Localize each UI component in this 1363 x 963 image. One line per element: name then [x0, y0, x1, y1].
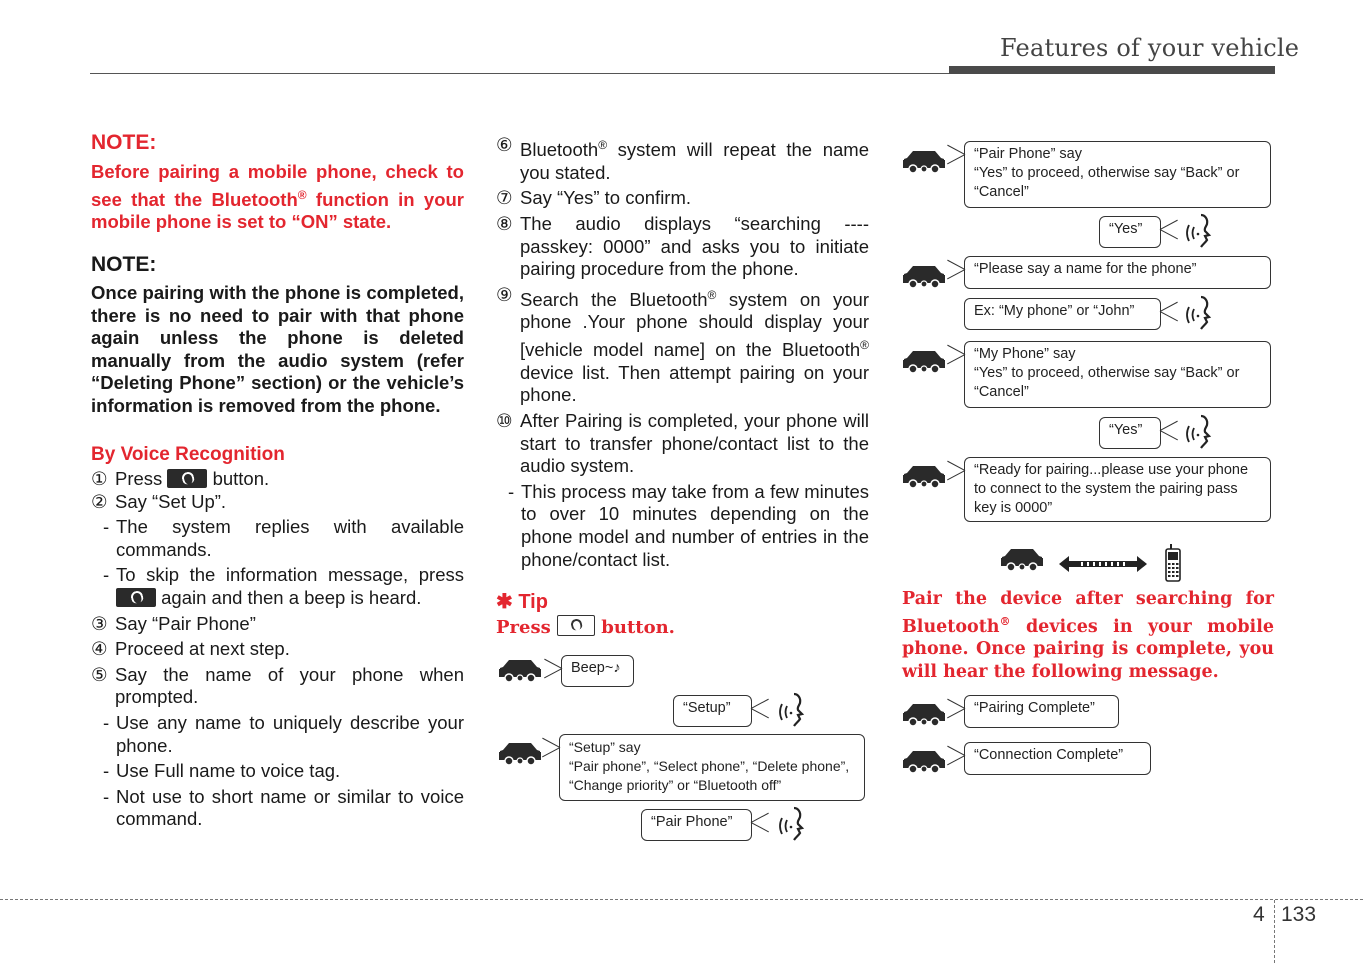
footer-divider: [1274, 900, 1275, 963]
step-5-sub-3: - Not use to short name or similar to voice command.: [103, 785, 464, 830]
tip-text: Press button.: [496, 617, 675, 638]
car-icon: [499, 741, 541, 767]
note2-text: Once pairing with the phone is completed, there is no need to pair with that phone again unless the phone is deleted manually from the audio system (refer “Deleting Phone” section) or the vehicle’s information is removed from the phone.: [91, 281, 464, 416]
tip-heading: ✱ Tip: [496, 591, 548, 613]
step-1: ① Press button.: [91, 468, 270, 490]
bubble-example: Ex: “My phone” or “John”: [964, 298, 1161, 330]
step-7: ⑦ Say “Yes” to confirm.: [496, 187, 692, 209]
chapter-number: 4: [1253, 903, 1265, 926]
step-5: ⑤ Say the name of your phone when prompted.: [91, 663, 464, 708]
column-left: [91, 130, 464, 831]
car-icon: [903, 149, 945, 175]
car-icon: [903, 264, 945, 290]
header-bar: [949, 66, 1275, 74]
step-9: ⑨ Search the Bluetooth® system on your phone .Your phone should display your [vehicle model name] on the Bluetooth® device list. Then attempt pairing on your phone.: [496, 283, 869, 406]
car-icon: [499, 658, 541, 684]
step-6: ⑥ Bluetooth® system will repeat the name you stated.: [496, 134, 869, 183]
bubble-yes: “Yes”: [1099, 417, 1161, 449]
bubble-my-phone-say: “My Phone” say “Yes” to proceed, otherwise say “Back” or “Cancel”: [964, 341, 1271, 408]
section-title: Features of your vehicle: [1000, 34, 1300, 62]
voice-button-icon: [557, 615, 595, 636]
note2-heading: NOTE:: [91, 252, 157, 276]
step-8: ⑧ The audio displays “searching ---- passkey: 0000” and asks you to initiate pairing procedure from the phone.: [496, 212, 869, 280]
car-icon: [903, 749, 945, 775]
step-5-sub-1: - Use any name to uniquely describe your phone.: [103, 712, 464, 756]
note1-text: Before pairing a mobile phone, check to see that the Bluetooth® function in your mobile phone is set to “ON” state.: [91, 161, 465, 233]
car-icon: [903, 349, 945, 375]
bubble-connection-complete: “Connection Complete”: [964, 742, 1151, 775]
footer-rule: [0, 899, 1363, 900]
voice-heading: By Voice Recognition: [91, 443, 285, 465]
bubble-yes: “Yes”: [1099, 216, 1161, 248]
bubble-pair-phone: “Pair Phone”: [641, 809, 752, 841]
bidirectional-arrow-icon: [1059, 554, 1147, 574]
pair-instruction: Pair the device after searching for Bluetooth® devices in your mobile phone. Once pairing is complete, you will hear the following message.: [902, 589, 1274, 682]
mobile-phone-icon: [1164, 544, 1182, 582]
bubble-say-name: “Please say a name for the phone”: [964, 256, 1271, 289]
note1-heading: NOTE:: [91, 131, 157, 154]
step-2: ② Say “Set Up”.: [91, 490, 227, 512]
car-icon: [1001, 547, 1043, 573]
step-5-sub-2: - Use Full name to voice tag.: [103, 760, 341, 782]
step-4: ④ Proceed at next step.: [91, 638, 290, 660]
voice-button-icon: [116, 588, 156, 607]
speaking-head-icon: [776, 806, 808, 842]
car-icon: [903, 464, 945, 490]
step-2-sub-1: - The system replies with available commands.: [103, 516, 464, 560]
page-number: 133: [1281, 903, 1317, 926]
speaking-head-icon: [776, 692, 808, 728]
step-3: ③ Say “Pair Phone”: [91, 612, 256, 634]
bubble-pairing-complete: “Pairing Complete”: [964, 695, 1119, 728]
step-10-sub: - This process may take from a few minutes to over 10 minutes depending on the phone model and number of entries in the phone/contact list.: [508, 480, 869, 570]
column-middle: [496, 134, 869, 571]
bubble-setup-say: “Setup” say “Pair phone”, “Select phone”, “Delete phone”, “Change priority” or “Bluetooth off”: [559, 734, 865, 801]
speaking-head-icon: [1183, 213, 1215, 249]
speaking-head-icon: [1183, 295, 1215, 331]
voice-button-icon: [167, 469, 207, 488]
bubble-pair-phone-say: “Pair Phone” say “Yes” to proceed, otherwise say “Back” or “Cancel”: [964, 141, 1271, 208]
step-10: ⑩ After Pairing is completed, your phone will start to transfer phone/contact list to the audio system.: [496, 410, 869, 477]
step-2-sub-2: - To skip the information message, press again and then a beep is heard.: [103, 564, 464, 609]
speaking-head-icon: [1183, 414, 1215, 450]
bubble-setup: “Setup”: [673, 695, 752, 727]
car-icon: [903, 702, 945, 728]
bubble-ready-pairing: “Ready for pairing...please use your phone to connect to the system the pairing pass key is 0000”: [964, 457, 1271, 522]
bubble-beep: Beep~♪: [561, 655, 634, 687]
